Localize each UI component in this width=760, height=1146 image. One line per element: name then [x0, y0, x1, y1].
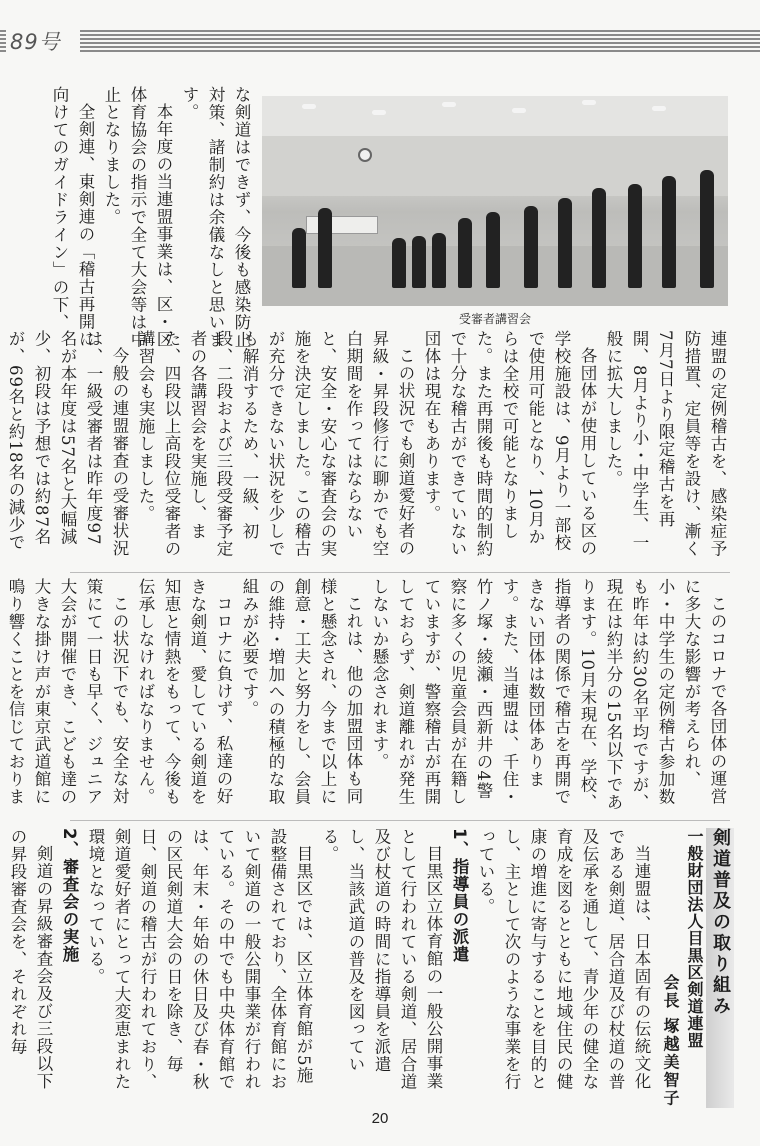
photo-ceiling	[262, 96, 728, 136]
issue-number: 89号	[6, 30, 80, 54]
tier-divider	[70, 820, 730, 821]
photo-person	[392, 238, 406, 288]
tier3-text	[8, 828, 654, 1098]
organization-name: 一般財団法人目黒区剣道連盟	[685, 828, 704, 1049]
photo-person	[318, 208, 332, 288]
photo-person	[700, 170, 714, 288]
paragraph: 本年度の当連盟事業は、区・区体育協会の指示で全て大会等は中止となりました。	[102, 86, 173, 349]
photo-person	[486, 212, 500, 288]
photo-person	[592, 188, 606, 288]
photo-light	[652, 106, 666, 111]
photo-light	[512, 108, 526, 113]
photo-light	[372, 110, 386, 115]
tier1-left-text	[50, 86, 254, 356]
paragraph: この状況下でも、安全な対策にて一日も早く、ジュニア大会が開催でき、こども達の大きな掛け声が東京武道館に鳴り響くことを信じておりま	[6, 578, 129, 806]
tier1-main-text	[6, 330, 730, 560]
photo-light	[442, 102, 456, 107]
photo-judges-table	[306, 216, 378, 234]
paragraph: 全剣連、東剣連の「稽古再開に向けてのガイドライン」の下、	[50, 86, 95, 348]
author-name: 会長 塚越美智子	[661, 974, 680, 1108]
paragraph: 今般の連盟審査の受審状況は、一級受審者は昨年度97名が本年度は57名と大幅減少、初段は予想では約87名が、69名と約18名の減少で	[6, 330, 129, 557]
paragraph: これは、他の加盟団体も同様と懸念され、今まで以上に創意・工夫と努力をし、会員の維持・増加への積極的な取組みが必要です。	[240, 578, 363, 806]
photo-person	[628, 184, 642, 288]
photo-person	[458, 218, 472, 288]
tier-divider	[70, 572, 730, 573]
photo-light	[302, 104, 316, 109]
photo-person	[432, 233, 446, 288]
section-title: 剣道普及の取り組み	[706, 828, 734, 1108]
photo-light	[582, 100, 596, 105]
subheading: 1、指導員の派遣	[450, 828, 469, 963]
paragraph: 連盟の定例稽古を、感染症予防措置、定員等を設け、漸く7月7日より限定稽古を再開、8月より小・中学生、一般に拡大しました。	[604, 330, 727, 558]
photo-person	[524, 206, 538, 288]
photo-person	[292, 228, 306, 288]
event-photo	[262, 96, 728, 306]
paragraph: 当連盟は、日本固有の伝統文化である剣道、居合道及び杖道の普及伝承を通して、青少年の健全な育成を図るとともに地域住民の健康の増進に寄与することを目的とし、主として次のような事業を行っている。	[476, 828, 651, 1091]
photo-wall	[262, 136, 728, 196]
page-number: 20	[371, 1110, 389, 1127]
paragraph: 目黒区立体育館の一般公開事業として行われている剣道、居合道及び杖道の時間に指導員を派遣し、当該武道の普及を図っている。	[320, 828, 443, 1091]
tier2-text	[6, 578, 730, 812]
photo-wall-clock	[358, 148, 372, 162]
paragraph: このコロナで各団体の運営に多大な影響が考えられ、小・中学生の定例稽古参加数も昨年は約30名平均ですが、現在は約半分の15名以下であります。10月末現在、学校、指導者の関係で稽古を再開できない団体は数団体あります。また、当連盟は、千住・竹ノ塚・綾瀬・西新井の4警察に多くの児童会員が在籍していますが、警察稽古が再開しておらず、剣道離れが発生しないか懸念されます。	[370, 578, 727, 811]
paragraph: 各団体が使用している区の学校施設は、9月より一部校で使用可能となり、10月からは全校で可能となりました。また再開後も時間的制約で十分な稽古ができていない団体は現在もあります。	[422, 330, 597, 558]
paragraph: コロナに負けず、私達の好きな剣道、愛している剣道を知恵と情熱をもって、今後も伝承しなければなりません。	[136, 578, 233, 806]
paragraph: この状況でも剣道愛好者の昇級・昇段修行に聊かでも空白期間を作ってはならないと、安全・安心な審査会の実施を決定しました。この稽古が充分できない状況を少しでも解消するため、一級、初段、二段および三段受審予定者の各講習会を実施し、また、四段以上高段位受審者の講習会も実施しました。	[136, 330, 415, 558]
paragraph: な剣道はできず、今後も感染防止対策、諸制約は余儀なしと思います。	[180, 86, 251, 349]
photo-person	[662, 176, 676, 288]
paragraph: 剣道の昇級審査会及び三段以下の昇段審査会を、それぞれ毎	[8, 828, 53, 1090]
subheading: 2、審査会の実施	[60, 828, 79, 963]
photo-person	[412, 236, 426, 288]
header-band	[0, 30, 760, 54]
photo-person	[558, 198, 572, 288]
photo-caption: 受審者講習会	[458, 312, 531, 326]
paragraph: 目黒区では、区立体育館が5施設整備されており、全体育館において剣道の一般公開事業が行われている。その中でも中央体育館では、年末・年始の休日及び春・秋の区民剣道大会の日を除き、毎日、剣道の稽古が行われており、剣道愛好者にとって大変恵まれた環境となっている。	[86, 828, 313, 1091]
